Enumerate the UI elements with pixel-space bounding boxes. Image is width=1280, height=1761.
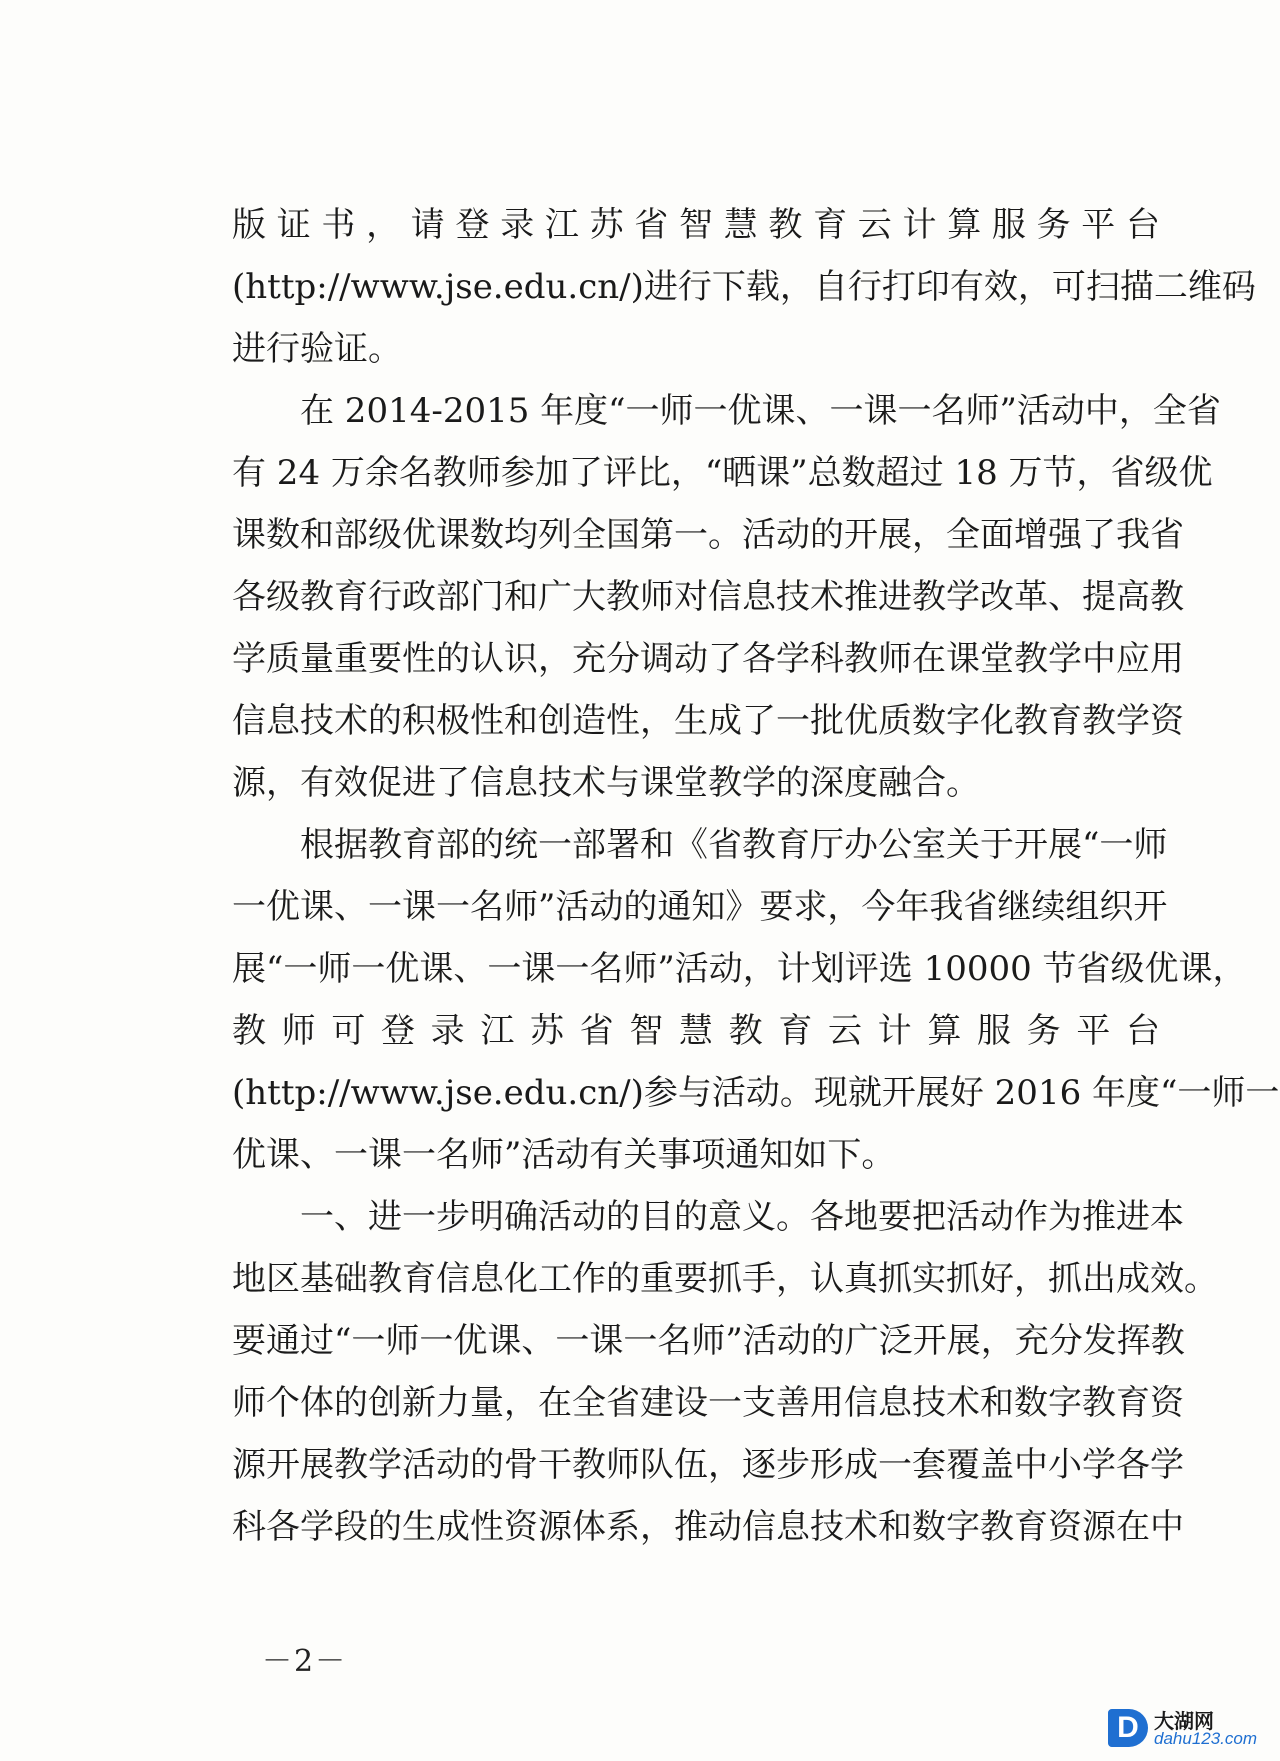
text-line: 师个体的创新力量，在全省建设一支善用信息技术和数字教育资	[232, 1383, 1184, 1423]
text-line: 科各学段的生成性资源体系，推动信息技术和数字教育资源在中	[232, 1507, 1184, 1547]
text-line: 有 24 万余名教师参加了评比，“晒课”总数超过 18 万节，省级优	[232, 453, 1213, 493]
watermark-logo-icon: D	[1108, 1709, 1148, 1747]
site-watermark	[1108, 1703, 1258, 1751]
text-line: 各级教育行政部门和广大教师对信息技术推进教学改革、提高教	[232, 577, 1184, 617]
text-line: 版证书，请登录江苏省智慧教育云计算服务平台	[232, 205, 1160, 245]
body-text	[232, 194, 1280, 1558]
text-line: 课数和部级优课数均列全国第一。活动的开展，全面增强了我省	[232, 515, 1184, 555]
paragraph-start-line: 根据教育部的统一部署和《省教育厅办公室关于开展“一师	[300, 825, 1168, 865]
watermark-url: dahu123.com	[1154, 1729, 1258, 1748]
page-number: －2－	[262, 1644, 348, 1679]
text-line: 进行验证。	[232, 329, 402, 369]
text-line: 教师可登录江苏省智慧教育云计算服务平台	[232, 1011, 1160, 1051]
text-line: 一优课、一课一名师”活动的通知》要求，今年我省继续组织开	[232, 887, 1168, 927]
text-line: 地区基础教育信息化工作的重要抓手，认真抓实抓好，抓出成效。	[232, 1259, 1218, 1299]
paragraph-start-line: 一、进一步明确活动的目的意义。各地要把活动作为推进本	[300, 1197, 1184, 1237]
text-line: 要通过“一师一优课、一课一名师”活动的广泛开展，充分发挥教	[232, 1321, 1185, 1361]
text-line: (http://www.jse.edu.cn/)参与活动。现就开展好 2016 年度“一师一	[232, 1073, 1280, 1113]
watermark-name: 大湖网	[1154, 1709, 1214, 1733]
text-line: 源开展教学活动的骨干教师队伍，逐步形成一套覆盖中小学各学	[232, 1445, 1184, 1485]
text-line: (http://www.jse.edu.cn/)进行下载，自行打印有效，可扫描二维码	[232, 267, 1256, 307]
text-line: 展“一师一优课、一课一名师”活动，计划评选 10000 节省级优课，	[232, 949, 1247, 989]
paragraph-start-line: 在 2014-2015 年度“一师一优课、一课一名师”活动中，全省	[300, 391, 1221, 431]
text-line: 学质量重要性的认识，充分调动了各学科教师在课堂教学中应用	[232, 639, 1184, 679]
text-line: 优课、一课一名师”活动有关事项通知如下。	[232, 1135, 896, 1175]
text-line: 源，有效促进了信息技术与课堂教学的深度融合。	[232, 763, 980, 803]
text-line: 信息技术的积极性和创造性，生成了一批优质数字化教育教学资	[232, 701, 1184, 741]
